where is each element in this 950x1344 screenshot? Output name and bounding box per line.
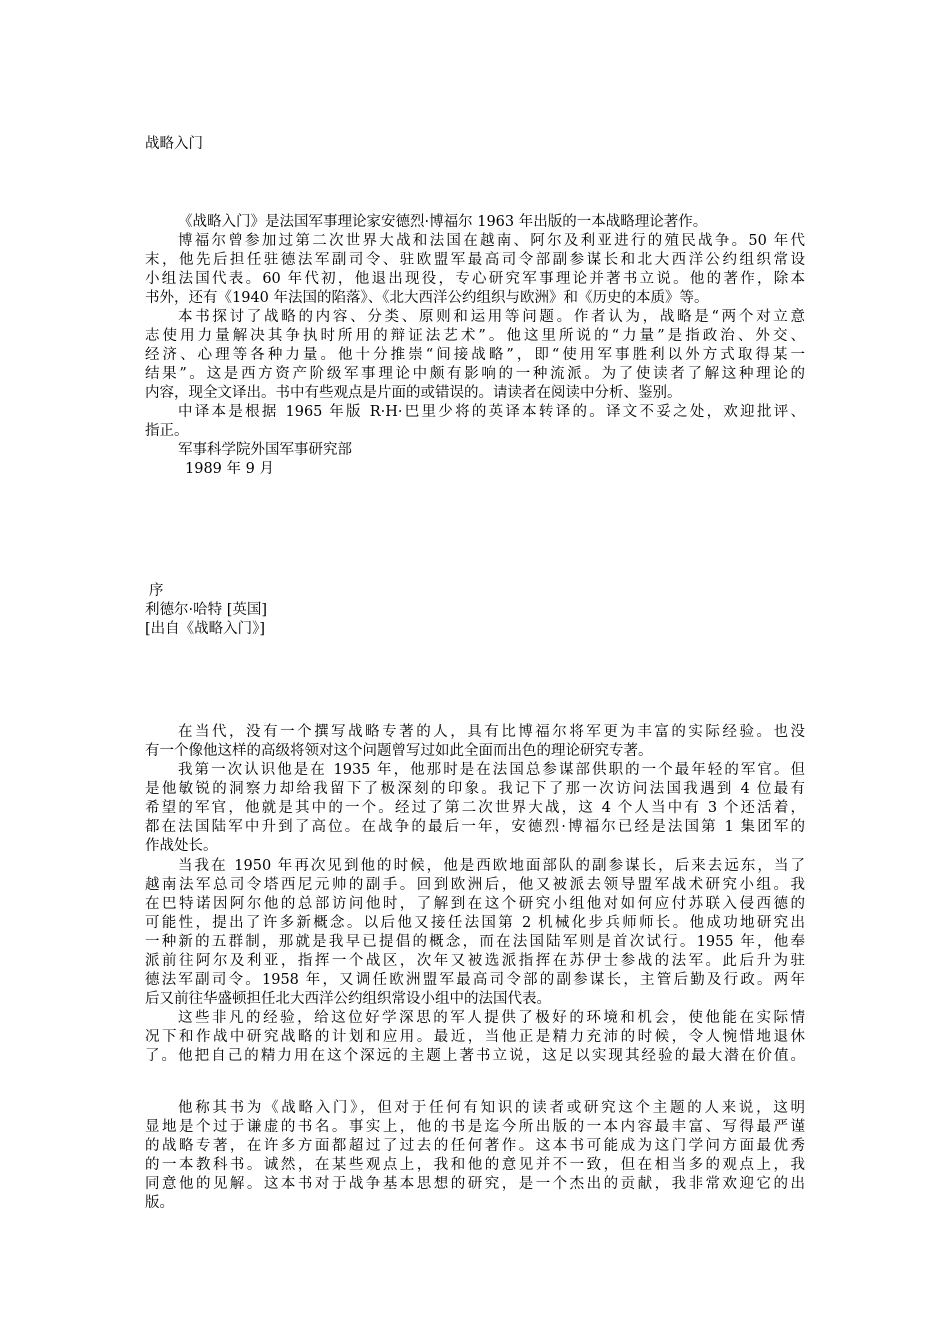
foreword-p3-line2: 越南法军总司令塔西尼元帅的副手。回到欧洲后，他又被派去领导盟军战术研究小组。我 (145, 877, 805, 893)
preface-p3-line3: 经济、心理等各种力量。他十分推崇“间接战略”，即“使用军事胜利以外方式取得某一 (145, 347, 805, 363)
document-page (145, 0, 805, 1344)
foreword-p2-line3: 希望的军官，他就是其中的一个。经过了第二次世界大战，这 4 个人当中有 3 个还活着， (145, 800, 805, 816)
preface-p3-line5: 内容，现全文译出。书中有些观点是片面的或错误的。请读者在阅读中分析、鉴别。 (145, 385, 682, 401)
foreword-p2-line1: 我第一次认识他是在 1935 年，他那时是在法国总参谋部供职的一个最年轻的军官。但 (178, 762, 805, 778)
foreword-p3-line7: 德法军副司令。1958 年，又调任欧洲盟军最高司令部的副参谋长，主管后勤及行政。两年 (145, 972, 805, 988)
preface-p4-line1: 中译本是根据 1965 年版 R·H·巴里少将的英译本转译的。译文不妥之处，欢迎批评、 (178, 404, 805, 420)
preface-p3-line1: 本书探讨了战略的内容、分类、原则和运用等问题。作者认为，战略是“两个对立意 (178, 309, 805, 325)
foreword-p4-line1: 这些非凡的经验，给这位好学深思的军人提供了极好的环境和机会，使他能在实际情 (178, 1010, 805, 1026)
foreword-p2-line4: 都在法国陆军中升到了高位。在战争的最后一年，安德烈·博福尔已经是法国第 1 集团军的 (145, 819, 805, 835)
foreword-p5-line3: 的战略专著，在许多方面都超过了过去的任何著作。这本书可能成为这门学问方面最优秀 (145, 1138, 805, 1154)
foreword-p1-line2: 有一个像他这样的高级将领对这个问题曾写过如此全面而出色的理论研究专著。 (145, 743, 653, 759)
preface-p2-line2: 末，他先后担任驻德法军副司令、驻欧盟军最高司令部副参谋长和北大西洋公约组织常设 (145, 252, 805, 268)
preface-signature: 军事科学院外国军事研究部 (178, 442, 352, 458)
preface-p4-line2: 指正。 (145, 423, 189, 439)
foreword-title: 序 (149, 583, 164, 599)
preface-p3-line4: 结果”。这是西方资产阶级军事理论中颇有影响的一种流派。为了使读者了解这种理论的 (145, 366, 805, 382)
foreword-p2-line5: 作战处长。 (145, 838, 218, 854)
preface-p2-line4: 书外，还有《1940 年法国的陷落》、《北大西洋公约组织与欧洲》和《历史的本质》等。 (145, 290, 709, 306)
foreword-p5-line5: 同意他的见解。这本书对于战争基本思想的研究，是一个杰出的贡献，我非常欢迎它的出 (145, 1176, 805, 1192)
foreword-p5-line2: 显地是个过于谦虚的书名。事实上，他的书是迄今所出版的一本内容最丰富、写得最严谨 (145, 1119, 805, 1135)
preface-date: 1989 年 9 月 (185, 461, 274, 477)
foreword-p5-line1: 他称其书为《战略入门》，但对于任何有知识的读者或研究这个主题的人来说，这明 (178, 1100, 805, 1116)
foreword-p4-line2: 况下和作战中研究战略的计划和应用。最近，当他正是精力充沛的时候，令人惋惜地退休 (145, 1029, 805, 1045)
foreword-p5-line6: 版。 (145, 1195, 174, 1211)
preface-p3-line2: 志使用力量解决其争执时所用的辩证法艺术”。他这里所说的“力量”是指政治、外交、 (145, 328, 805, 344)
foreword-p3-line1: 当我在 1950 年再次见到他的时候，他是西欧地面部队的副参谋长，后来去远东，当了 (178, 858, 805, 874)
preface-p1-line1: 《战略入门》是法国军事理论家安德烈·博福尔 1963 年出版的一本战略理论著作。 (178, 214, 708, 230)
foreword-p3-line6: 派前往阿尔及利亚，指挥一个战区，次年又被选派指挥在苏伊士参战的法军。此后升为驻 (145, 953, 805, 969)
foreword-author: 利德尔·哈特 [英国] (145, 602, 268, 618)
foreword-p3-line8: 后又前往华盛顿担任北大西洋公约组织常设小组中的法国代表。 (145, 991, 551, 1007)
preface-p2-line1: 博福尔曾参加过第二次世界大战和法国在越南、阿尔及利亚进行的殖民战争。50 年代 (178, 233, 805, 249)
foreword-p1-line1: 在当代，没有一个撰写战略专著的人，具有比博福尔将军更为丰富的实际经验。也没 (178, 724, 805, 740)
foreword-p5-line4: 的一本教科书。诚然，在某些观点上，我和他的意见并不一致，但在相当多的观点上，我 (145, 1157, 805, 1173)
preface-p2-line3: 小组法国代表。60 年代初，他退出现役，专心研究军事理论并著书立说。他的著作，除本 (145, 271, 805, 287)
foreword-p3-line5: 一种新的五群制，那就是我早已提倡的概念，而在法国陆军则是首次试行。1955 年，他奉 (145, 934, 805, 950)
foreword-p3-line4: 可能性，提出了许多新概念。以后他又接任法国第 2 机械化步兵师师长。他成功地研究出 (145, 915, 805, 931)
foreword-p2-line2: 是他敏锐的洞察力却给我留下了极深刻的印象。我记下了那一次访问法国我遇到 4 位最有 (145, 781, 805, 797)
foreword-p4-line3: 了。他把自己的精力用在这个深远的主题上著书立说，这足以实现其经验的最大潜在价值。 (145, 1048, 805, 1064)
foreword-p3-line3: 在巴特诺因阿尔他的总部访问他时，了解到在这个研究小组他对如何应付苏联入侵西德的 (145, 896, 805, 912)
foreword-source: [出自《战略入门》] (145, 621, 266, 637)
document-title: 战略入门 (145, 136, 203, 152)
